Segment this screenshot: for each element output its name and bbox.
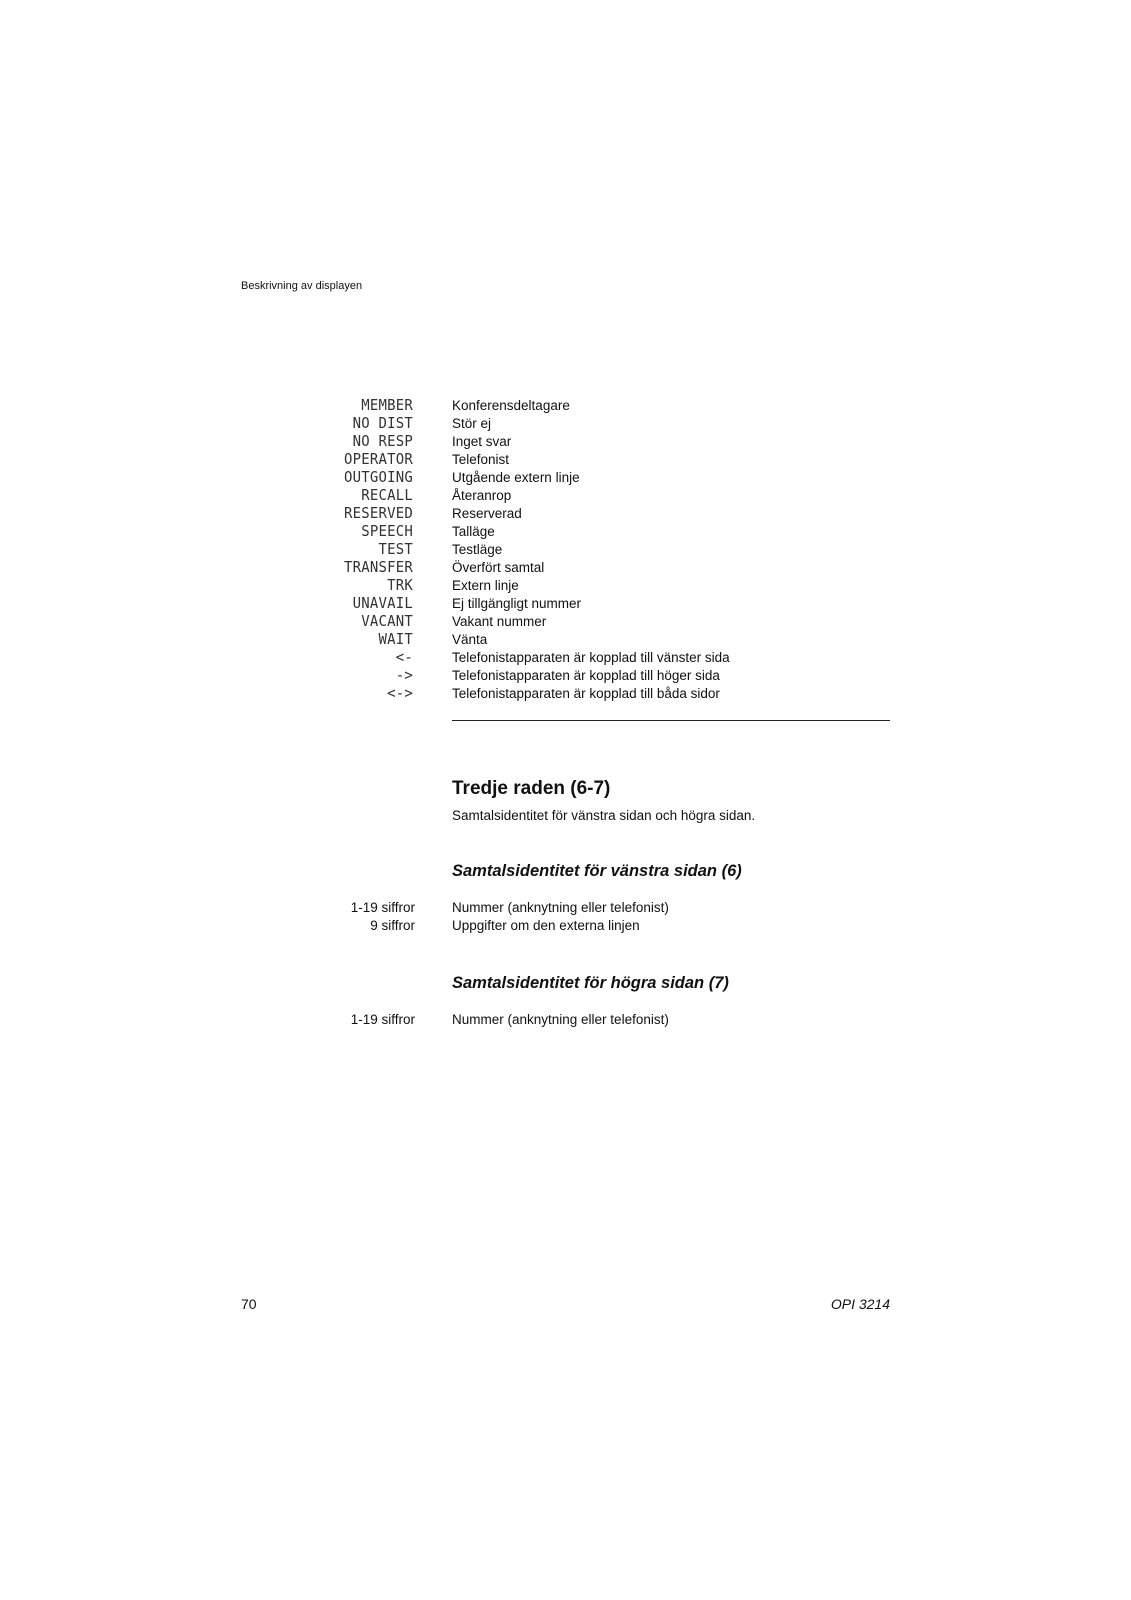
- code-description: Telefonistapparaten är kopplad till båda sidor: [452, 686, 720, 701]
- right-row-label: 1-19 siffror: [350, 1012, 415, 1027]
- display-code: TRANSFER: [343, 559, 413, 577]
- code-description: Återanrop: [452, 488, 512, 503]
- code-description: Telefonistapparaten är kopplad till höger sida: [452, 668, 720, 683]
- display-code: WAIT: [378, 631, 413, 649]
- code-row: [0, 398, 900, 416]
- display-code: RECALL: [361, 487, 413, 505]
- code-row: [0, 686, 900, 704]
- code-row: [0, 650, 900, 668]
- code-description: Ej tillgängligt nummer: [452, 596, 582, 611]
- product-name: OPI 3214: [830, 1296, 890, 1312]
- code-row: [0, 452, 900, 470]
- left-row-text: Uppgifter om den externa linjen: [452, 918, 640, 933]
- display-code: SPEECH: [361, 523, 413, 541]
- display-code: OUTGOING: [343, 469, 413, 487]
- display-code: TRK: [387, 577, 413, 595]
- section-title: Tredje raden (6-7): [452, 778, 611, 799]
- code-row: [0, 632, 900, 650]
- code-description: Testläge: [452, 542, 503, 557]
- code-row: [0, 524, 900, 542]
- display-code: UNAVAIL: [352, 595, 413, 613]
- display-code: VACANT: [361, 613, 413, 631]
- left-row-label: 1-19 siffror: [350, 900, 415, 915]
- code-row: [0, 416, 900, 434]
- display-code: TEST: [378, 541, 413, 559]
- display-code: OPERATOR: [343, 451, 413, 469]
- code-description: Telefonistapparaten är kopplad till vänster sida: [452, 650, 730, 665]
- right-side-heading: Samtalsidentitet för högra sidan (7): [452, 974, 729, 992]
- code-description: Konferensdeltagare: [452, 398, 570, 413]
- display-code: NO RESP: [352, 433, 413, 451]
- code-row: [0, 488, 900, 506]
- code-description: Inget svar: [452, 434, 512, 449]
- code-description: Stör ej: [452, 416, 492, 431]
- code-row: [0, 596, 900, 614]
- display-code: MEMBER: [361, 397, 413, 415]
- code-row: [0, 668, 900, 686]
- code-description: Telefonist: [452, 452, 510, 467]
- left-side-heading: Samtalsidentitet för vänstra sidan (6): [452, 862, 742, 880]
- code-row: [0, 434, 900, 452]
- right-row-text: Nummer (anknytning eller telefonist): [452, 1012, 669, 1027]
- display-code: <->: [387, 685, 413, 703]
- code-row: [0, 506, 900, 524]
- code-row: [0, 614, 900, 632]
- display-code: ->: [395, 667, 413, 685]
- section-intro: Samtalsidentitet för vänstra sidan och högra sidan.: [452, 808, 756, 823]
- code-row: [0, 470, 900, 488]
- code-description: Överfört samtal: [452, 560, 545, 575]
- display-code: RESERVED: [343, 505, 413, 523]
- code-description: Vänta: [452, 632, 488, 647]
- left-row-label: 9 siffror: [370, 918, 415, 933]
- code-description: Extern linje: [452, 578, 519, 593]
- code-description: Vakant nummer: [452, 614, 547, 629]
- code-description: Utgående extern linje: [452, 470, 580, 485]
- code-row: [0, 578, 900, 596]
- running-header: Beskrivning av displayen: [241, 280, 363, 292]
- code-description: Reserverad: [452, 506, 522, 521]
- display-code: NO DIST: [352, 415, 413, 433]
- code-row: [0, 542, 900, 560]
- code-description: Talläge: [452, 524, 495, 539]
- display-code: <-: [395, 649, 413, 667]
- page-number: 70: [241, 1296, 257, 1312]
- code-row: [0, 560, 900, 578]
- left-row-text: Nummer (anknytning eller telefonist): [452, 900, 669, 915]
- section-divider: [452, 720, 890, 721]
